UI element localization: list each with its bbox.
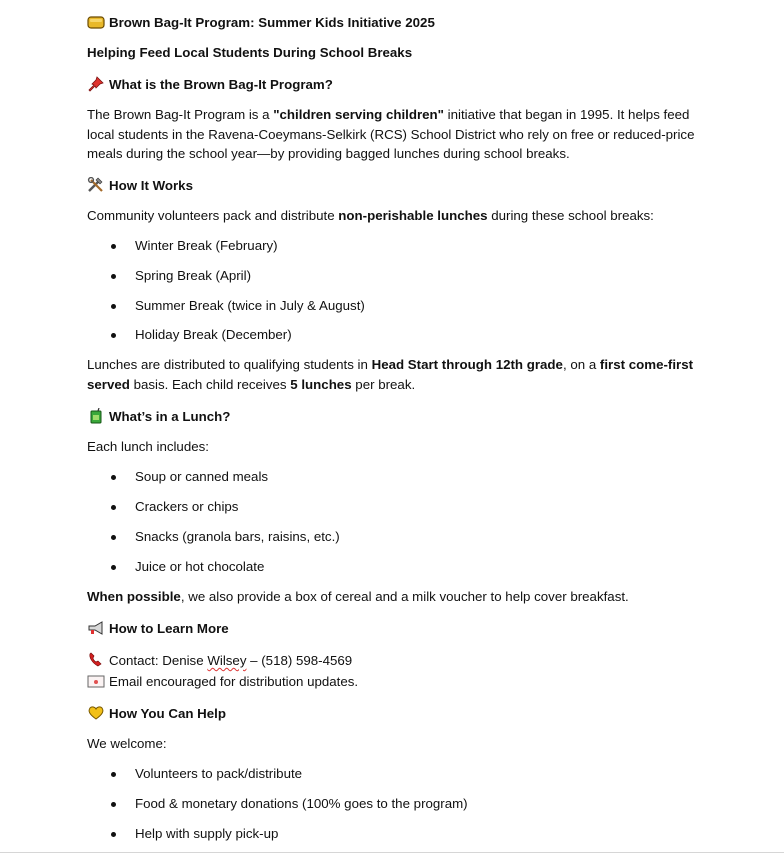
page-title: Brown Bag-It Program: Summer Kids Initiative 2025 bbox=[109, 15, 435, 30]
bullet-icon bbox=[111, 274, 116, 279]
contact-name: Wilsey bbox=[207, 653, 247, 668]
bullet-icon bbox=[111, 535, 116, 540]
envelope-icon bbox=[87, 673, 105, 689]
lunch-note: When possible, we also provide a box of cereal and a milk voucher to help cover breakfast. bbox=[87, 589, 629, 604]
bullet-icon bbox=[111, 832, 116, 837]
bullet-icon bbox=[111, 505, 116, 510]
juice-box-icon bbox=[87, 408, 105, 424]
phone-icon bbox=[87, 652, 105, 668]
what-paragraph-line-3: meals during the school year—by providing bagged lunches during school breaks. bbox=[87, 146, 570, 161]
distribution-line-1: Lunches are distributed to qualifying students in Head Start through 12th grade, on a first come-first bbox=[87, 357, 694, 372]
bullet-icon bbox=[111, 565, 116, 570]
bullet-icon bbox=[111, 772, 116, 777]
bag-icon bbox=[87, 14, 105, 30]
section-heading-help: How You Can Help bbox=[87, 704, 226, 724]
section-heading-learn: How to Learn More bbox=[87, 619, 229, 639]
lunch-intro: Each lunch includes: bbox=[87, 439, 209, 454]
bullet-icon bbox=[111, 304, 116, 309]
bullet-icon bbox=[111, 475, 116, 480]
what-paragraph-line-1: The Brown Bag-It Program is a "children serving children" initiative that began in 1995. It helps feed bbox=[87, 107, 690, 122]
distribution-line-2: served basis. Each child receives 5 lunches per break. bbox=[87, 377, 416, 392]
pushpin-icon bbox=[87, 76, 105, 92]
section-heading-how: How It Works bbox=[87, 176, 193, 196]
email-line: Email encouraged for distribution updates. bbox=[87, 672, 358, 692]
megaphone-icon bbox=[87, 620, 105, 636]
help-intro: We welcome: bbox=[87, 736, 167, 751]
tools-icon bbox=[87, 177, 105, 193]
section-heading-lunch: What’s in a Lunch? bbox=[87, 407, 230, 427]
bullet-icon bbox=[111, 802, 116, 807]
how-intro: Community volunteers pack and distribute non-perishable lunches during these school breaks: bbox=[87, 208, 654, 223]
page-subtitle: Helping Feed Local Students During School Breaks bbox=[87, 45, 413, 60]
heart-hands-icon bbox=[87, 705, 105, 721]
bullet-icon bbox=[111, 244, 116, 249]
title-line bbox=[87, 13, 435, 33]
page-bottom-divider bbox=[0, 852, 784, 853]
bullet-icon bbox=[111, 333, 116, 338]
document-page: Brown Bag-It Program: Summer Kids Initiative 2025 Helping Feed Local Students During School Breaks What is the Brown Bag-It Program? The Brown Bag-It Program is a "children serving children" initiative that began in 1995. It helps feed local students in the Ravena-Coeymans-Selkirk (RCS) School District who rely on free or reduced-price meals during the school year—by providing bagged lunches during school breaks. How It Works Community volunteers pack and distribute non-perishable lunches during these school breaks: Winter Break (February) Spring Break (April) Summer Break (twice in July & August) Holiday Break (December) Lunches are distributed to qualifying students in Head Start through 12th grade, on a first come-first served basis. Each child receives 5 lunches per break. What’s in a Lunch? Each lunch includes: Soup or canned meals Crackers or chips Snacks (granola bars, raisins, etc.) Juice or hot chocolate When possible, we also provide a box of cereal and a milk voucher to help cover breakfast. How to Learn More Contact: Denise Wilsey – (518) 598-4569 Email encouraged for distribution updates. How You Can Help We welcome: Volunteers to pack/distribute Food & monetary donations (100% goes to the program) Help with supply pick-up bbox=[0, 0, 784, 855]
section-heading-what: What is the Brown Bag-It Program? bbox=[87, 75, 333, 95]
contact-line: Contact: Denise Wilsey – (518) 598-4569 bbox=[87, 651, 352, 671]
what-paragraph-line-2: local students in the Ravena-Coeymans-Selkirk (RCS) School District who rely on free or reduced-price bbox=[87, 127, 695, 142]
